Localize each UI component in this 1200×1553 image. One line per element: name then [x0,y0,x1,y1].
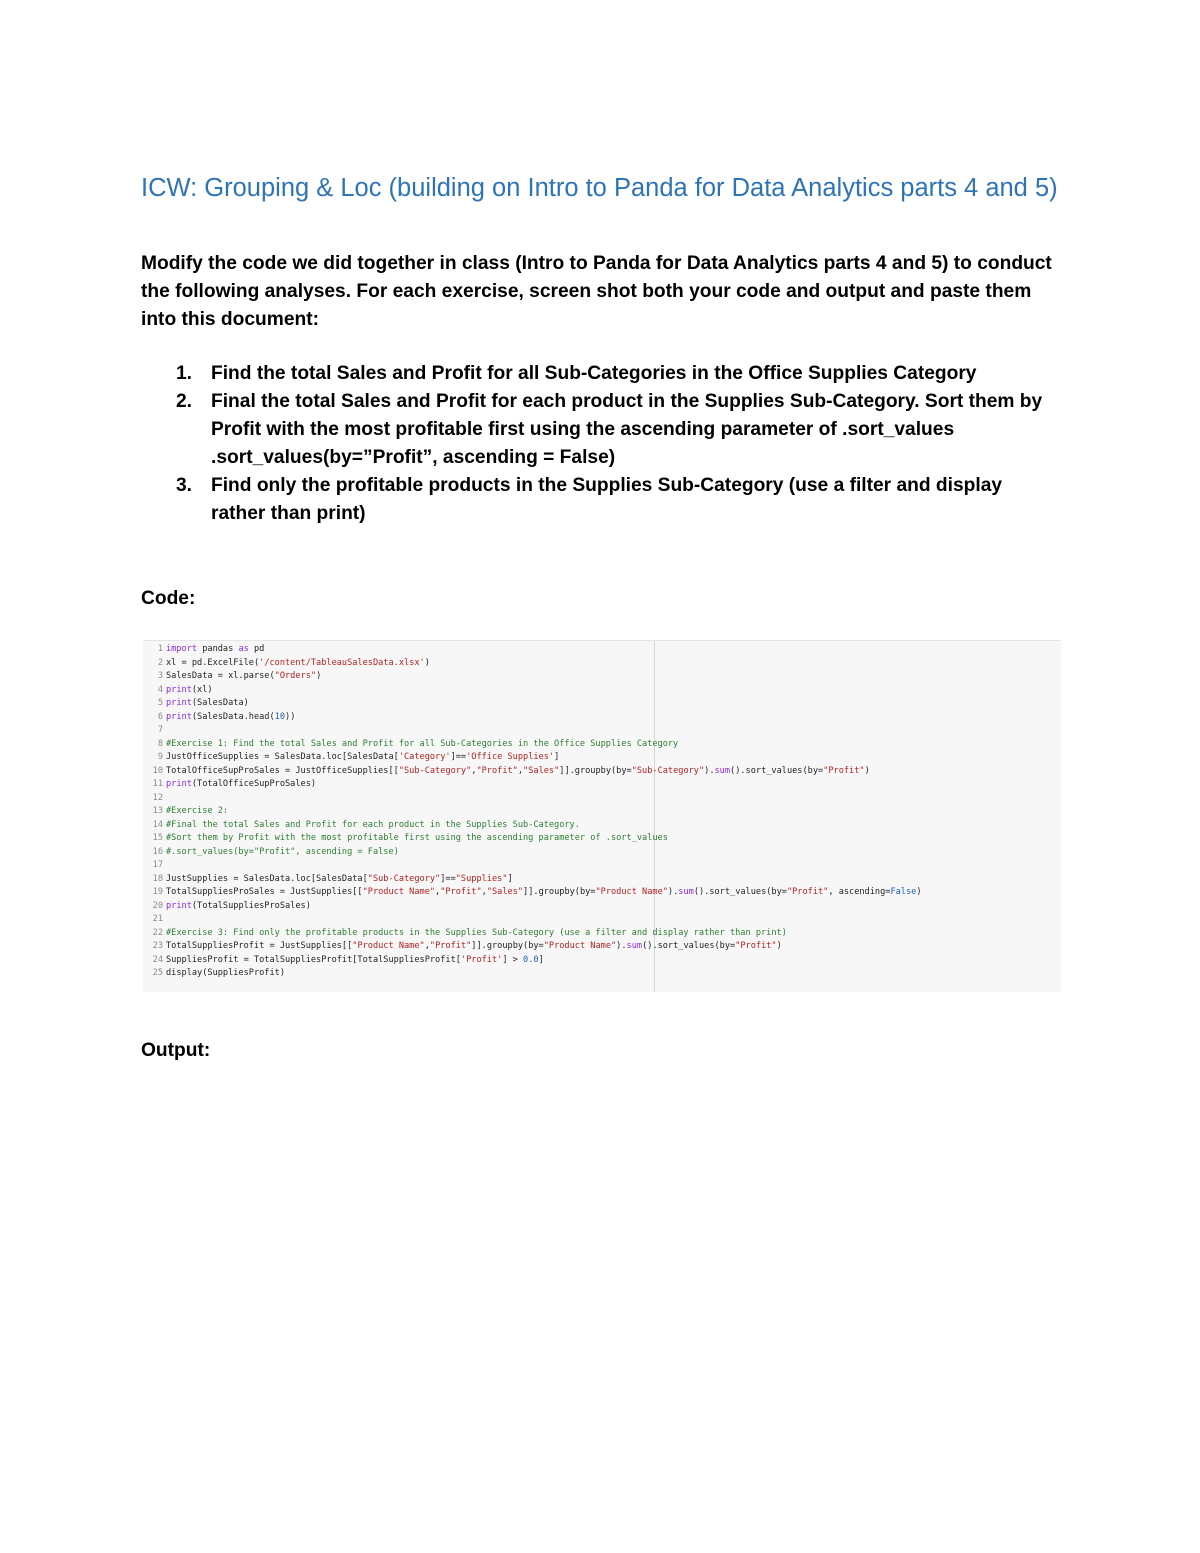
code-token: "Profit" [735,941,777,951]
code-token: , [424,941,430,951]
code-token: , [471,765,477,776]
code-token: ] [538,954,544,965]
line-number: 10 [152,765,163,776]
code-line [143,711,922,725]
line-number: 4 [157,684,163,695]
code-token: ]== [440,873,456,884]
line-number: 16 [152,846,163,857]
code-token: ) [864,765,870,776]
code-token: ] [554,752,560,762]
code-token: (xl) [191,684,213,695]
code-token: ]].groupby(by= [471,941,544,951]
code-token: ). [667,887,679,897]
code-token: "Profit" [476,765,518,776]
code-token: TotalOfficeSupProSales = JustOfficeSupplies[[ [166,765,399,776]
exercise-item [176,388,1056,472]
code-token: pd [248,644,265,654]
line-number: 18 [152,873,163,884]
line-number: 2 [157,657,163,668]
line-number: 1 [157,644,163,654]
code-lines [143,643,922,981]
code-token: sum [678,887,694,897]
code-token: SalesData = xl.parse( [166,671,275,681]
code-token: "Sub-Category" [631,765,705,776]
code-token: xl = pd.ExcelFile( [166,657,260,668]
code-token: as [238,644,249,654]
line-number: 13 [152,806,163,816]
code-token: ) [316,671,322,681]
code-line [143,846,922,860]
exercise-text: Find the total Sales and Profit for all Sub-Categories in the Office Supplies Category [211,363,977,384]
code-token: (TotalSuppliesProSales) [191,900,311,911]
code-token: 'Category' [398,752,451,762]
code-token: (SalesData) [191,698,249,708]
line-number: 9 [157,752,163,762]
code-token: "Orders" [274,671,317,681]
line-number: 11 [152,779,163,789]
exercise-item [176,472,1056,528]
exercise-item [176,360,1056,388]
line-number: 6 [157,711,163,722]
exercise-list [176,360,1056,528]
code-token: '/content/TableauSalesData.xlsx' [259,657,425,668]
code-token: print [166,698,192,708]
output-label: Output: [141,1040,211,1061]
code-line [143,643,922,657]
code-line [143,657,922,671]
code-token: JustOfficeSupplies = SalesData.loc[SalesData[ [166,752,399,762]
code-token: display(SuppliesProfit) [166,968,285,978]
code-token: "Sales" [523,765,560,776]
code-line [143,900,922,914]
line-number: 17 [152,860,163,870]
code-token: "Product Name" [543,941,617,951]
code-token: , [517,765,524,776]
code-token: "Product Name" [595,887,668,897]
code-line [143,873,922,887]
code-token: 'Office Supplies' [466,752,555,762]
code-token: "Profit" [823,765,865,776]
line-number: 8 [157,738,163,749]
code-token: False [890,887,917,897]
line-number: 15 [152,833,163,843]
code-token: , ascending= [828,887,891,897]
code-token: #Final the total Sales and Profit for each product in the Supplies Sub-Category. [166,819,580,830]
code-token: print [166,684,192,695]
code-token: #Sort them by Profit with the most profitable first using the ascending parameter of .sort_values [166,833,668,843]
code-token: ] > [502,954,524,965]
code-line [143,859,922,873]
line-number: 7 [157,725,163,735]
code-token: (TotalOfficeSupProSales) [191,779,317,789]
code-token: #Exercise 1: Find the total Sales and Profit for all Sub-Categories in the Office Supplies Category [166,738,679,749]
code-token: "Sub-Category" [398,765,472,776]
code-token: ) [916,887,922,897]
code-token: "Profit" [429,941,472,951]
code-screenshot [143,640,1061,992]
line-number: 3 [157,671,163,681]
code-token: )) [285,711,296,722]
code-token: "Product Name" [352,941,425,951]
code-token: SuppliesProfit = TotalSuppliesProfit[TotalSuppliesProfit[ [166,954,461,965]
code-token: print [166,779,192,789]
exercise-text: Find only the profitable products in the Supplies Sub-Category (use a filter and display rather than print) [211,475,1003,524]
code-token: #Exercise 3: Find only the profitable products in the Supplies Sub-Category (use a filter and display rather than print) [166,927,787,938]
code-token: print [166,711,192,722]
code-token: JustSupplies = SalesData.loc[SalesData[ [166,873,368,884]
code-token: 0.0 [523,954,539,965]
code-token: ). [704,765,715,776]
code-token: pandas [197,644,239,654]
code-line [143,778,922,792]
code-token: ) [776,941,782,951]
code-token: ]].groupby(by= [523,887,596,897]
line-number: 19 [152,887,163,897]
code-line [143,792,922,806]
code-line [143,670,922,684]
code-token: sum [626,941,643,951]
line-number: 22 [152,927,163,938]
code-token: print [166,900,192,911]
exercise-number: 2. [176,391,193,412]
code-token: 'Profit' [460,954,503,965]
line-number: 5 [157,698,163,708]
code-token: "Profit" [786,887,829,897]
code-token: "Profit" [440,887,482,897]
code-label: Code: [141,588,196,609]
code-token: ]== [450,752,467,762]
line-number: 23 [152,941,163,951]
code-token: (SalesData.head( [191,711,275,722]
instructions-paragraph: Modify the code we did together in class (Intro to Panda for Data Analytics parts 4 and 5) to conduct the following analyses. For each exercise, screen shot both your code and output and paste them into this document: [141,253,1052,330]
code-token: ] [507,873,513,884]
line-number: 20 [152,900,163,911]
code-token: "Sales" [486,887,524,897]
code-token: ). [616,941,627,951]
document-title: ICW: Grouping & Loc (building on Intro to Panda for Data Analytics parts 4 and 5) [141,174,1058,202]
code-line [143,697,922,711]
code-line [143,765,922,779]
code-token: "Supplies" [455,873,508,884]
code-line [143,819,922,833]
exercise-number: 3. [176,475,193,496]
code-token: 10 [274,711,286,722]
exercise-text: Final the total Sales and Profit for each product in the Supplies Sub-Category. Sort them by Profit with the most profitable first using the ascending parameter of .sort_values .sort_values(by=”Profit”, ascending = False) [211,391,1043,468]
line-number: 25 [152,968,163,978]
code-token: ) [424,657,430,668]
code-line [143,954,922,968]
line-number: 14 [152,819,163,830]
code-token: ().sort_values(by= [642,941,736,951]
line-number: 24 [152,954,163,965]
code-token: , [435,887,441,897]
code-token: ().sort_values(by= [730,765,824,776]
line-number: 12 [152,792,163,803]
code-token: ]].groupby(by= [559,765,632,776]
code-line [143,886,922,900]
exercise-number: 1. [176,363,193,384]
code-token: sum [714,765,731,776]
code-line [143,751,922,765]
code-token: "Product Name" [362,887,436,897]
code-token: TotalSuppliesProSales = JustSupplies[[ [166,887,363,897]
code-token: ().sort_values(by= [693,887,787,897]
code-line [143,927,922,941]
code-line [143,724,922,738]
code-line [143,684,922,698]
code-token: #.sort_values(by="Profit", ascending = False) [166,846,399,857]
code-line [143,832,922,846]
code-token: TotalSuppliesProfit = JustSupplies[[ [166,941,353,951]
code-token: #Exercise 2: [166,806,229,816]
code-token: import [166,644,198,654]
code-line [143,738,922,752]
line-number: 21 [152,914,163,924]
code-line [143,805,922,819]
code-line [143,913,922,927]
code-token: "Sub-Category" [367,873,441,884]
code-line [143,940,922,954]
code-token: , [481,887,487,897]
code-line [143,967,922,981]
